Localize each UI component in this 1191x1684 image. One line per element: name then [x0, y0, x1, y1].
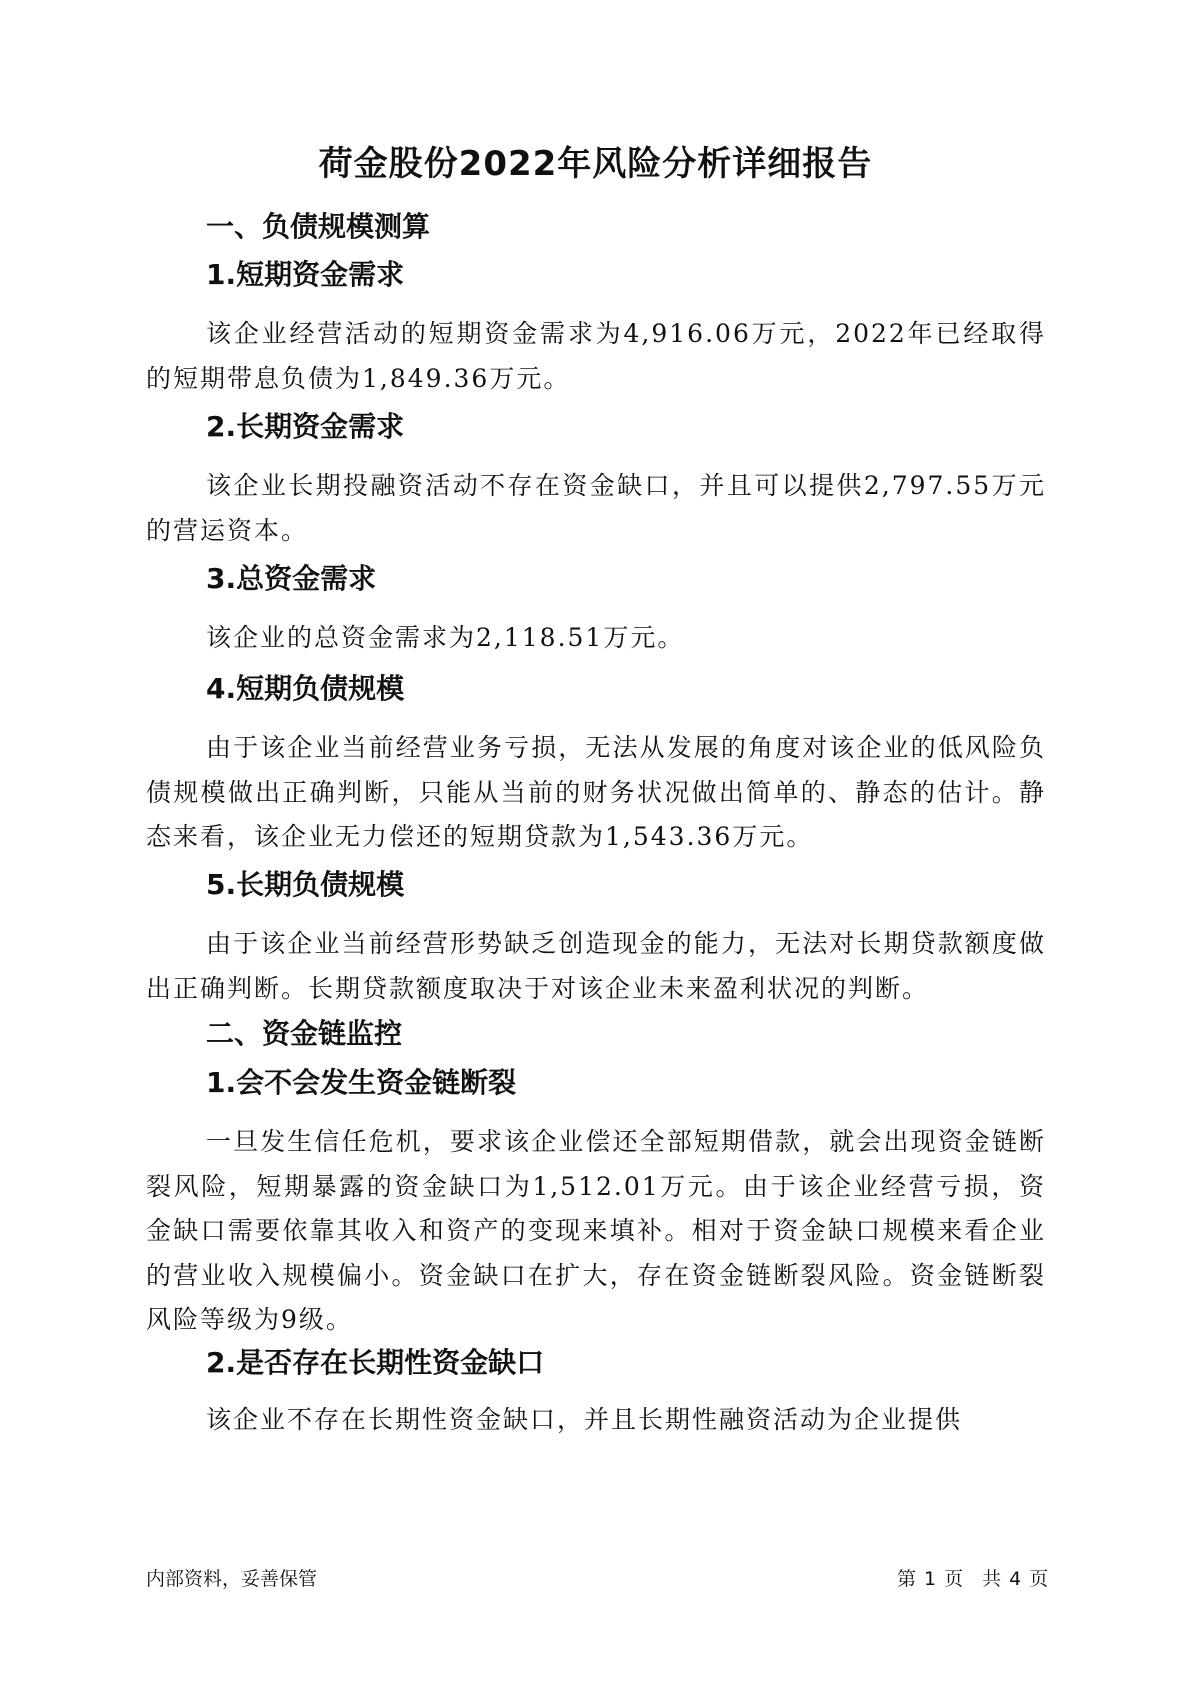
- document-title: 荷金股份2022年风险分析详细报告: [318, 144, 873, 184]
- paragraph-long-term-gap: 该企业不存在长期性资金缺口，并且长期性融资活动为企业提供: [206, 1405, 963, 1434]
- paragraph-total-capital: 该企业的总资金需求为2,118.51万元。: [206, 623, 685, 652]
- section-heading-debt-scale: 一、负债规模测算: [206, 210, 431, 243]
- page-mid: 页 共: [944, 1568, 1002, 1590]
- page-prefix: 第: [897, 1568, 917, 1590]
- paragraph-long-term-capital: 该企业长期投融资活动不存在资金缺口，并且可以提供2,797.55万元的营运资本。: [146, 471, 1046, 545]
- paragraph-short-term-debt: 由于该企业当前经营业务亏损，无法从发展的角度对该企业的低风险负债规模做出正确判断，只能从当前的财务状况做出简单的、静态的估计。静态来看，该企业无力偿还的短期贷款为1,543.36万元。: [146, 733, 1046, 851]
- footer-confidential-note: 内部资料，妥善保管: [146, 1568, 318, 1590]
- subsection-heading-long-term-debt: 5.长期负债规模: [206, 868, 405, 901]
- subsection-heading-cash-chain-break: 1.会不会发生资金链断裂: [206, 1066, 517, 1099]
- section-heading-cash-chain: 二、资金链监控: [206, 1017, 403, 1050]
- subsection-heading-short-term-capital: 1.短期资金需求: [206, 258, 405, 291]
- subsection-heading-total-capital: 3.总资金需求: [206, 562, 377, 595]
- paragraph-cash-chain-break: 一旦发生信任危机，要求该企业偿还全部短期借款，就会出现资金链断裂风险，短期暴露的资金缺口为1,512.01万元。由于该企业经营亏损，资金缺口需要依靠其收入和资产的变现来填补。相对于资金缺口规模来看企业的营业收入规模偏小。资金缺口在扩大，存在资金链断裂风险。资金链断裂风险等级为9级。: [146, 1127, 1046, 1334]
- paragraph-long-term-debt: 由于该企业当前经营形势缺乏创造现金的能力，无法对长期贷款额度做出正确判断。长期贷款额度取决于对该企业未来盈利状况的判断。: [146, 929, 1046, 1003]
- subsection-heading-short-term-debt: 4.短期负债规模: [206, 672, 405, 705]
- footer-page-indicator: [893, 1566, 1052, 1592]
- subsection-heading-long-term-gap: 2.是否存在长期性资金缺口: [206, 1346, 545, 1379]
- page-number: 1: [924, 1568, 937, 1590]
- page-total: 4: [1009, 1568, 1022, 1590]
- page-suffix: 页: [1029, 1568, 1049, 1590]
- subsection-heading-long-term-capital: 2.长期资金需求: [206, 410, 405, 443]
- paragraph-short-term-capital: 该企业经营活动的短期资金需求为4,916.06万元，2022年已经取得的短期带息负债为1,849.36万元。: [146, 319, 1046, 393]
